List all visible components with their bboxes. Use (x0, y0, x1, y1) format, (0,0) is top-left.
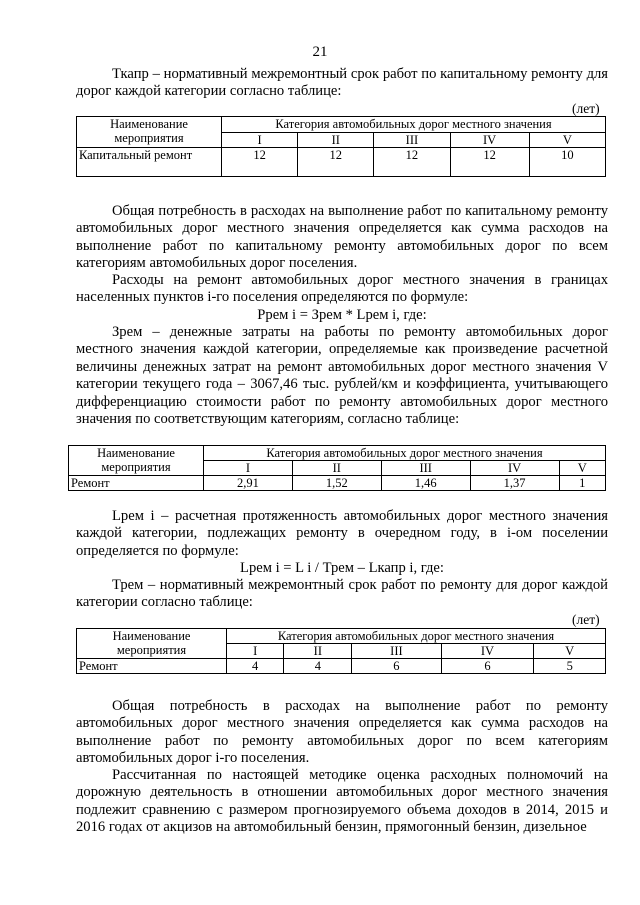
table1-value: 12 (374, 148, 450, 177)
table3-head-name: Наименование мероприятия (77, 629, 227, 659)
unit-label-3: (лет) (572, 612, 600, 627)
table3-value: 4 (227, 659, 284, 674)
table2-cat: I (204, 461, 293, 476)
table3-value: 5 (534, 659, 606, 674)
table1-head-category: Категория автомобильных дорог местного значения (222, 117, 606, 133)
table3-value: 4 (284, 659, 352, 674)
table-repair-coefficients (68, 445, 606, 491)
table2-cat: V (559, 461, 606, 476)
table3-cat: V (534, 644, 606, 659)
table2-row-name: Ремонт (69, 476, 204, 491)
paragraph-assessment: Рассчитанная по настоящей методике оценка расходных полномочий на дорожную деятельность в отношении автомобильных дорог местного значения подлежит сравнению с размером прогнозируемого объема доходов в 2014, 2015 и 2016 годах от акцизов на автомобильный бензин, прямогонный бензин, дизельное (76, 767, 608, 836)
table1-cat: III (374, 132, 450, 148)
table3-value: 6 (441, 659, 534, 674)
paragraph-repair-costs: Расходы на ремонт автомобильных дорог местного значения в границах населенных пунктов i-го поселения определяются по формуле: (76, 272, 608, 306)
table-capital-repair (76, 116, 606, 177)
table2-value: 1,52 (292, 476, 381, 491)
paragraph-trem: Трем – нормативный межремонтный срок работ по ремонту для дорог каждой категории согласно таблице: (76, 577, 608, 611)
table2-head-category: Категория автомобильных дорог местного значения (204, 446, 606, 461)
table1-head-name: Наименование мероприятия (77, 117, 222, 148)
table3-cat: II (284, 644, 352, 659)
table1-value: 12 (450, 148, 529, 177)
table2-value: 2,91 (204, 476, 293, 491)
paragraph-zrem: Зрем – денежные затраты на работы по ремонту автомобильных дорог местного значения каждой категории, определяемые как произведение расчетной величины денежных затрат на ремонт автомобильных дорог местного значения V категории текущего года – 3067,46 тыс. рублей/км и коэффициента, учитывающего дифференциацию стоимости работ по ремонту автомобильных дорог местного значения по соответствующим категориям, согласно таблице: (76, 324, 608, 428)
table1-cat: V (529, 132, 605, 148)
table2-cat: II (292, 461, 381, 476)
table3-head-category: Категория автомобильных дорог местного значения (227, 629, 606, 644)
paragraph-capital-total: Общая потребность в расходах на выполнение работ по капитальному ремонту автомобильных дорог местного значения определяется как сумма расходов на выполнение работ по капитальному ремонту автомобильных дорог по всем категориям автомобильных дорог поселения. (76, 203, 608, 272)
page-number: 21 (312, 44, 328, 60)
table1-cat: II (298, 132, 374, 148)
formula-prem: Pрем i = Зрем * Lрем i, где: (257, 307, 427, 323)
table2-cat: IV (470, 461, 559, 476)
paragraph-lrem: Lрем i – расчетная протяженность автомобильных дорог местного значения каждой категории, подлежащих ремонту в очередном году, в i-ом поселении определяется по формуле: (76, 508, 608, 559)
table2-value: 1,46 (381, 476, 470, 491)
table3-cat: IV (441, 644, 534, 659)
table2-value: 1 (559, 476, 606, 491)
table2-cat: III (381, 461, 470, 476)
table1-value: 10 (529, 148, 605, 177)
table3-cat: III (352, 644, 441, 659)
table1-cat: I (222, 132, 298, 148)
table2-value: 1,37 (470, 476, 559, 491)
table1-value: 12 (298, 148, 374, 177)
paragraph-tkapr: Ткапр – нормативный межремонтный срок работ по капитальному ремонту для дорог каждой категории согласно таблице: (76, 66, 608, 100)
table-repair-intervals (76, 628, 606, 674)
table3-value: 6 (352, 659, 441, 674)
table1-value: 12 (222, 148, 298, 177)
table1-row-name: Капитальный ремонт (77, 148, 222, 177)
table3-row-name: Ремонт (77, 659, 227, 674)
table2-head-name: Наименование мероприятия (69, 446, 204, 476)
unit-label-1: (лет) (572, 101, 600, 116)
table1-cat: IV (450, 132, 529, 148)
table3-cat: I (227, 644, 284, 659)
paragraph-repair-total: Общая потребность в расходах на выполнение работ по ремонту автомобильных дорог местного значения определяется как сумма расходов на выполнение работ по ремонту автомобильных дорог по всем категориям автомобильных дорог i-го поселения. (76, 698, 608, 767)
formula-lrem: Lрем i = L i / Трем – Lкапр i, где: (240, 560, 444, 576)
